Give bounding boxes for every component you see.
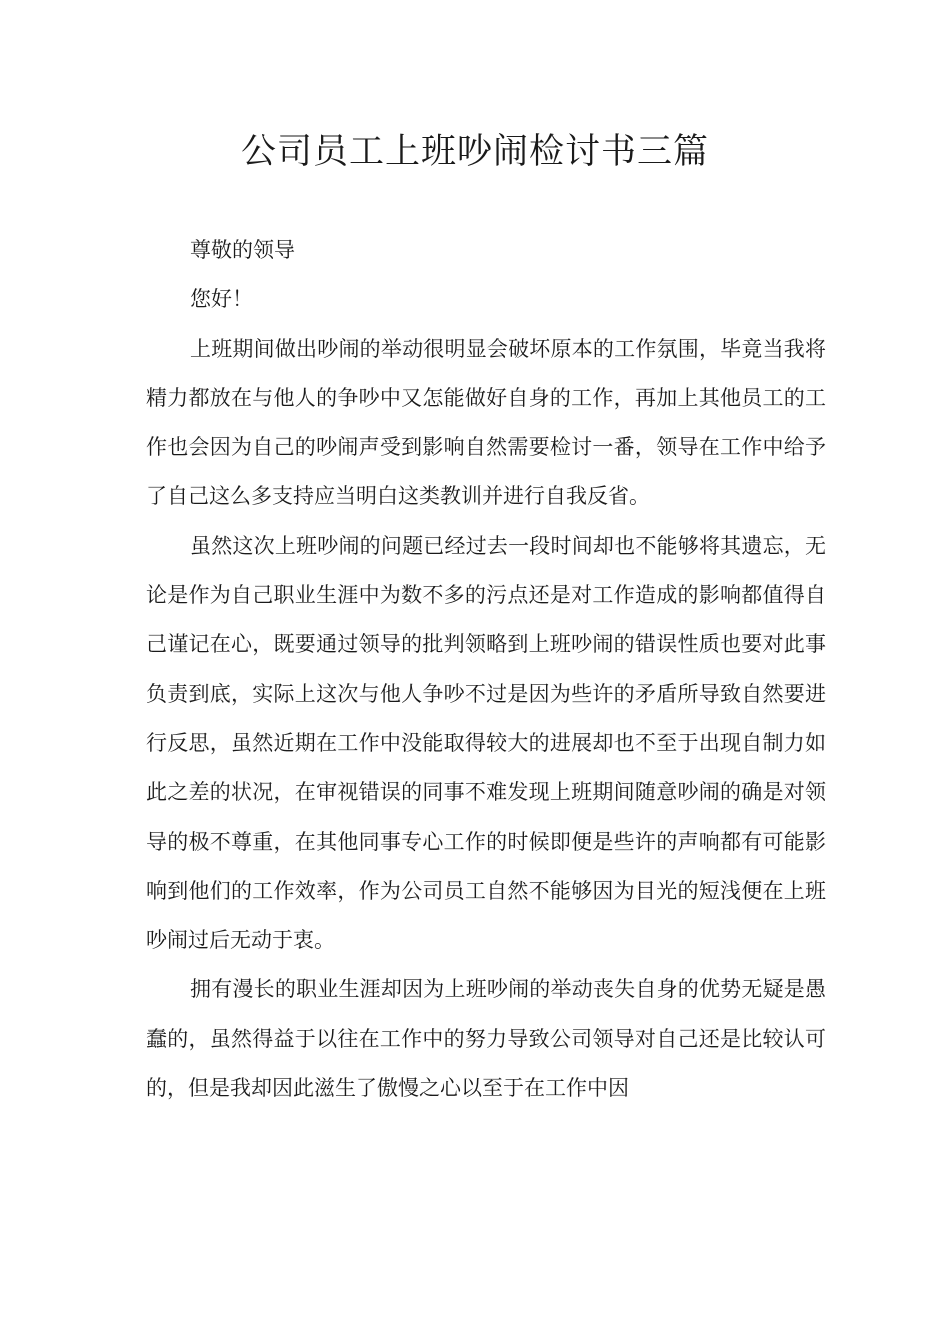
greeting: 您好！ — [190, 287, 253, 312]
document-title: 公司员工上班吵闹检讨书三篇 — [240, 132, 709, 172]
salutation: 尊敬的领导 — [190, 238, 295, 262]
document-body — [146, 226, 826, 1113]
body-paragraph-1: 上班期间做出吵闹的举动很明显会破坏原本的工作氛围，毕竟当我将精力都放在与他人的争吵中又怎能做好自身的工作，再加上其他员工的工作也会因为自己的吵闹声受到影响自然需要检讨一番，领导在工作中给予了自己这么多支持应当明白这类教训并进行自我反省。 — [146, 336, 826, 509]
body-paragraph-3: 拥有漫长的职业生涯却因为上班吵闹的举动丧失自身的优势无疑是愚蠢的，虽然得益于以往在工作中的努力导致公司领导对自己还是比较认可的，但是我却因此滋生了傲慢之心以至于在工作中因 — [146, 977, 826, 1101]
body-paragraph-2: 虽然这次上班吵闹的问题已经过去一段时间却也不能够将其遗忘，无论是作为自己职业生涯中为数不多的污点还是对工作造成的影响都值得自己谨记在心，既要通过领导的批判领略到上班吵闹的错误性质也要对此事负责到底，实际上这次与他人争吵不过是因为些许的矛盾所导致自然要进行反思，虽然近期在工作中没能取得较大的进展却也不至于出现自制力如此之差的状况，在审视错误的同事不难发现上班期间随意吵闹的确是对领导的极不尊重，在其他同事专心工作的时候即便是些许的声响都有可能影响到他们的工作效率，作为公司员工自然不能够因为目光的短浅便在上班吵闹过后无动于衷。 — [146, 533, 826, 953]
